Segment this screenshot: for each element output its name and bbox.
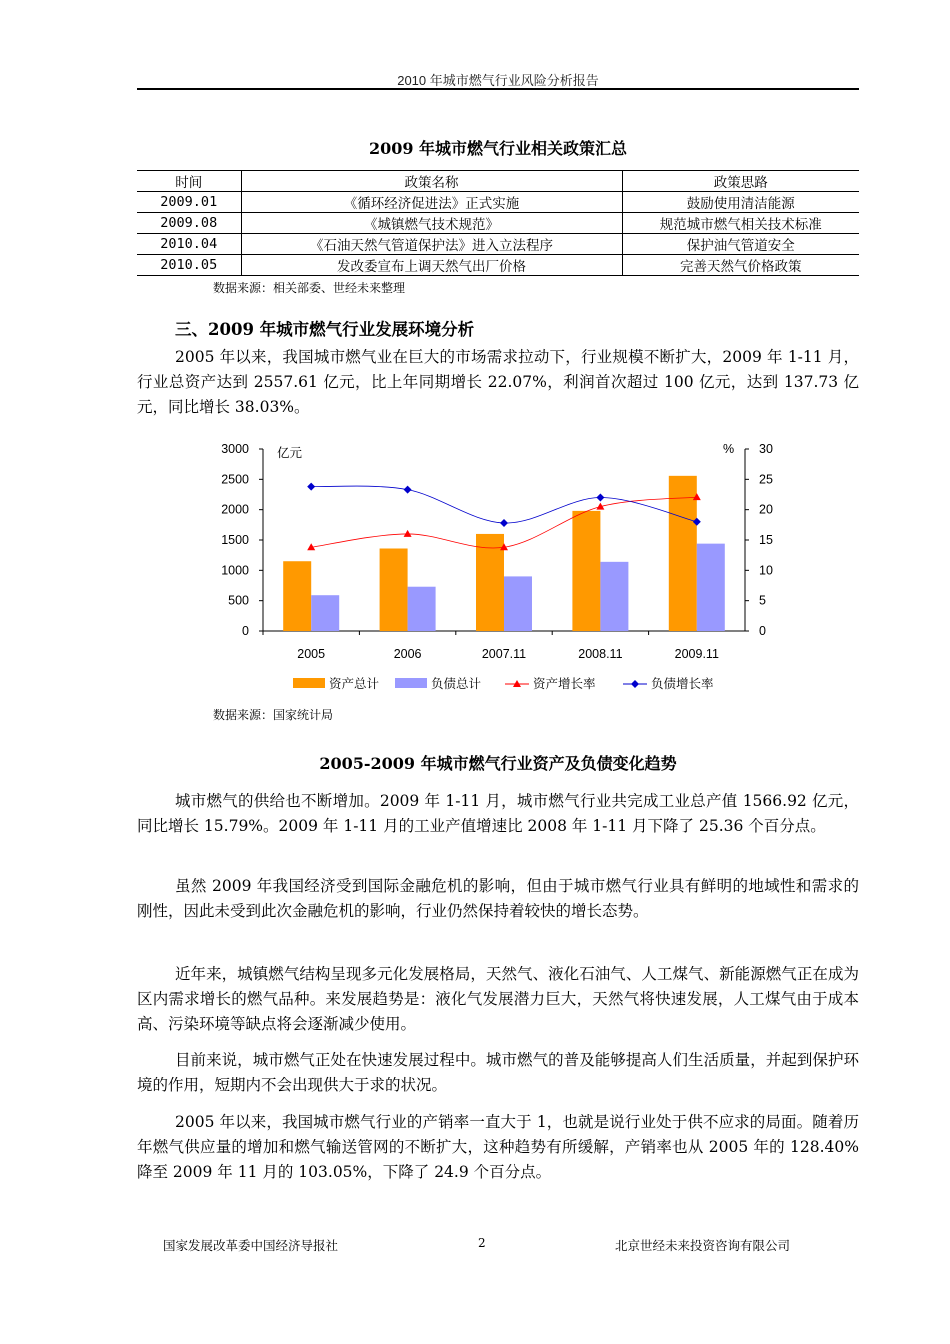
intro-paragraph: 2005 年以来，我国城市燃气业在巨大的市场需求拉动下，行业规模不断扩大，2009 年 1-11 月，行业总资产达到 2557.61 亿元，比上年同期增长 22.07%，利润首次超过 100 亿元，达到 137.73 亿元，同比增长 38.03%。 (137, 348, 859, 416)
x-axis-tick-label: 2007.11 (481, 647, 527, 661)
header-rule (137, 88, 859, 90)
line-liabilities-growth (311, 486, 697, 523)
cell-time: 2009.08 (137, 213, 241, 234)
point-liabilities-growth (404, 486, 412, 494)
cell-time: 2010.04 (137, 234, 241, 255)
right-axis-tick-label: 10 (759, 563, 773, 578)
legend-swatch (293, 678, 325, 688)
bar-liabilities (600, 562, 628, 631)
running-header: 2010 年城市燃气行业风险分析报告 (397, 73, 599, 88)
left-axis-tick-label: 2000 (221, 502, 249, 517)
bar-liabilities (311, 595, 339, 631)
column-header-time: 时间 (137, 171, 241, 192)
legend-swatch (395, 678, 427, 688)
bar-liabilities (504, 576, 532, 631)
left-axis-tick-label: 500 (228, 593, 249, 608)
column-header-idea: 政策思路 (622, 171, 859, 192)
left-axis-tick-label: 1500 (221, 533, 249, 547)
legend-label: 负债增长率 (651, 677, 714, 691)
legend-label: 资产增长率 (533, 677, 596, 691)
page-number: 2 (478, 1236, 486, 1250)
legend-marker (631, 680, 639, 688)
table-row (137, 213, 859, 234)
body-paragraph-3: 近年来，城镇燃气结构呈现多元化发展格局，天然气、液化石油气、人工煤气、新能源燃气正在成为区内需求增长的燃气品种。来发展趋势是：液化气发展潜力巨大，天然气将快速发展，人工煤气由于成本高、污染环境等缺点将会逐渐减少使用。 (137, 965, 859, 1033)
right-axis-tick-label: 20 (759, 502, 773, 517)
left-axis-tick-label: 3000 (221, 442, 249, 456)
x-axis-tick-label: 2008.11 (578, 647, 623, 661)
section-heading: 三、2009 年城市燃气行业发展环境分析 (175, 320, 475, 339)
point-liabilities-growth (307, 483, 315, 491)
bar-assets (283, 561, 311, 631)
bar-assets (669, 476, 697, 631)
right-axis-unit: % (723, 442, 735, 456)
cell-time: 2009.01 (137, 192, 241, 213)
left-axis-unit: 亿元 (277, 446, 303, 460)
column-header-policy: 政策名称 (241, 171, 622, 192)
right-axis-tick-label: 5 (759, 593, 766, 608)
body-paragraph-2: 虽然 2009 年我国经济受到国际金融危机的影响，但由于城市燃气行业具有鲜明的地域性和需求的刚性，因此未受到此次金融危机的影响，行业仍然保持着较快的增长态势。 (137, 877, 859, 920)
bar-assets (380, 548, 408, 631)
left-axis-tick-label: 2500 (221, 472, 249, 487)
cell-idea: 规范城市燃气相关技术标准 (622, 213, 859, 234)
bar-assets (572, 511, 600, 631)
policy-table (137, 170, 859, 276)
chart-caption: 2005-2009 年城市燃气行业资产及负债变化趋势 (319, 754, 677, 773)
cell-time: 2010.05 (137, 255, 241, 276)
right-axis-tick-label: 30 (759, 442, 773, 456)
footer-company: 北京世经未来投资咨询有限公司 (615, 1238, 791, 1253)
assets-liabilities-chart (205, 432, 805, 702)
right-axis-tick-label: 0 (759, 624, 766, 638)
cell-idea: 完善天然气价格政策 (622, 255, 859, 276)
legend-label: 负债总计 (431, 677, 482, 691)
table-row (137, 255, 859, 276)
body-paragraph-5: 2005 年以来，我国城市燃气行业的产销率一直大于 1，也就是说行业处于供不应求的局面。随着历年燃气供应量的增加和燃气输送管网的不断扩大，这种趋势有所缓解，产销率也从 2005 年的 128.40%降至 2009 年 11 月的 103.05%，下降了 24.9 个百分点。 (137, 1113, 859, 1181)
point-liabilities-growth (596, 494, 604, 502)
bar-liabilities (697, 544, 725, 631)
footer-publisher: 国家发展改革委中国经济导报社 (163, 1238, 339, 1253)
chart-canvas (205, 432, 805, 702)
body-paragraph-1: 城市燃气的供给也不断增加。2009 年 1-11 月，城市燃气行业共完成工业总产值 1566.92 亿元，同比增长 15.79%。2009 年 1-11 月的工业产值增速比 2008 年 1-11 月下降了 25.36 个百分点。 (137, 792, 859, 835)
cell-policy: 《城镇燃气技术规范》 (241, 213, 622, 234)
table-header-row (137, 171, 859, 192)
x-axis-tick-label: 2005 (297, 647, 326, 661)
cell-idea: 鼓励使用清洁能源 (622, 192, 859, 213)
x-axis-tick-label: 2006 (393, 647, 422, 661)
cell-policy: 发改委宣布上调天然气出厂价格 (241, 255, 622, 276)
bar-liabilities (408, 587, 436, 631)
left-axis-tick-label: 0 (242, 624, 249, 638)
bar-assets (476, 534, 504, 631)
chart-source-note: 数据来源：国家统计局 (213, 708, 334, 722)
table-source-note: 数据来源：相关部委、世经未来整理 (213, 281, 406, 295)
left-axis-tick-label: 1000 (221, 563, 249, 578)
point-assets-growth (404, 530, 412, 537)
policy-table-title: 2009 年城市燃气行业相关政策汇总 (368, 139, 628, 158)
x-axis-tick-label: 2009.11 (674, 647, 719, 661)
right-axis-tick-label: 25 (759, 472, 773, 487)
cell-policy: 《循环经济促进法》正式实施 (241, 192, 622, 213)
table-row (137, 192, 859, 213)
cell-idea: 保护油气管道安全 (622, 234, 859, 255)
table-row (137, 234, 859, 255)
right-axis-tick-label: 15 (759, 533, 773, 547)
point-liabilities-growth (500, 519, 508, 527)
legend-label: 资产总计 (329, 677, 380, 691)
cell-policy: 《石油天然气管道保护法》进入立法程序 (241, 234, 622, 255)
body-paragraph-4: 目前来说，城市燃气正处在快速发展过程中。城市燃气的普及能够提高人们生活质量，并起到保护环境的作用，短期内不会出现供大于求的状况。 (137, 1051, 859, 1094)
